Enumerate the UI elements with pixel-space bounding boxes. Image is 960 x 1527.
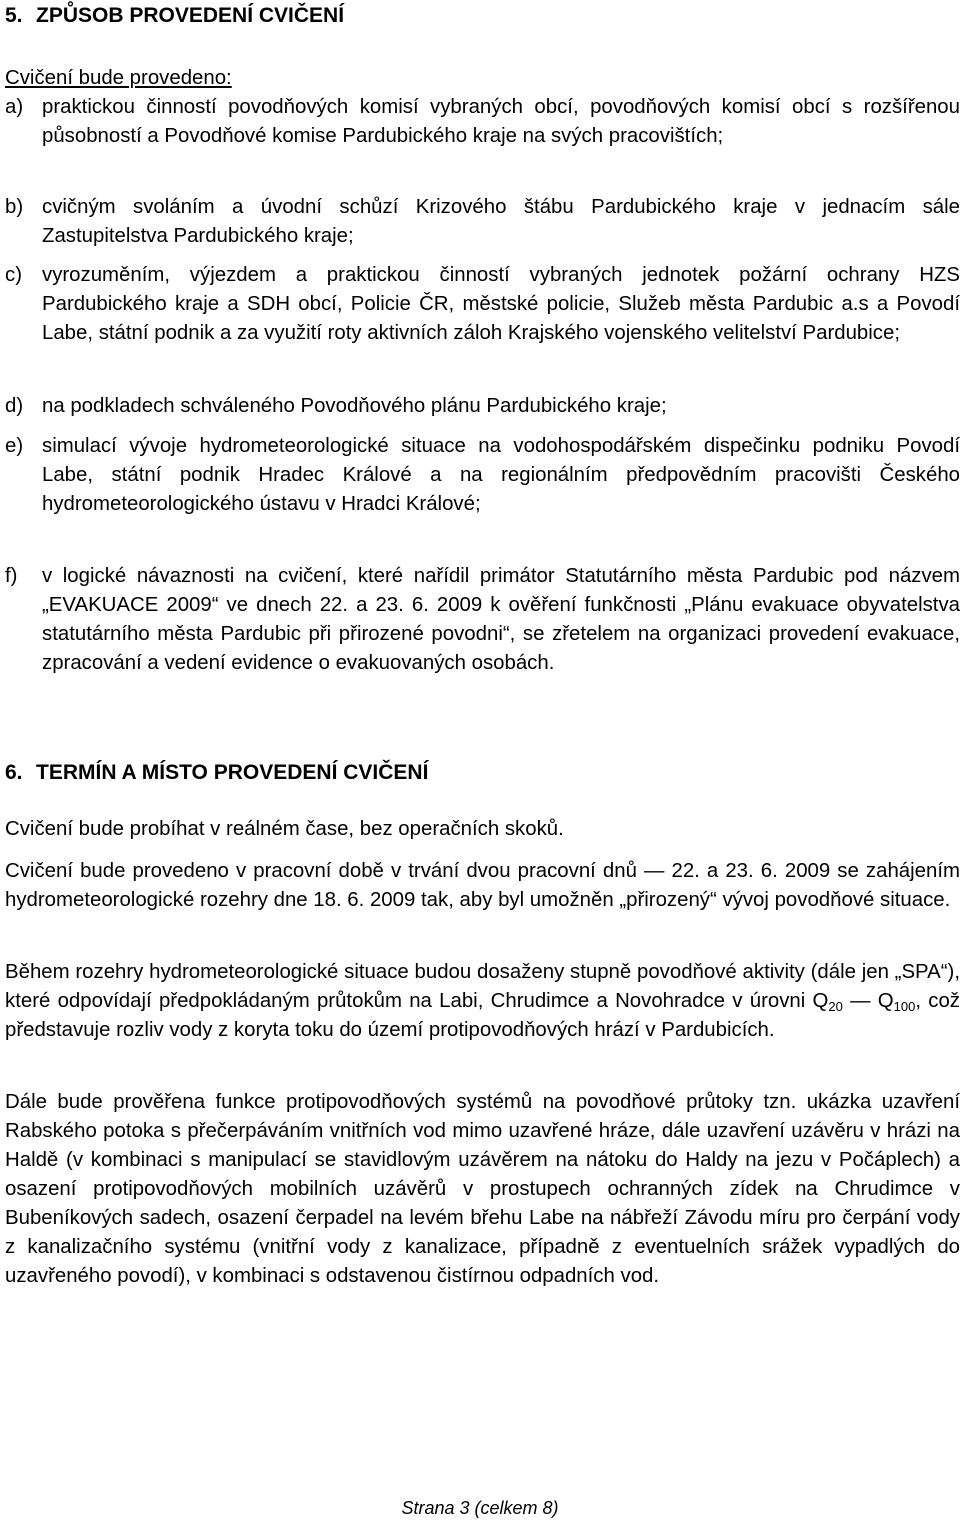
paragraph-flood-systems: Dále bude prověřena funkce protipovodňových systémů na povodňové průtoky tzn. ukázka uzavření Rabského potoka s přečerpáváním vnitřních vod mimo uzavřené hráze, dále uzavření uzávěru v hrázi na Haldě (v kombinaci s manipulací se stavidlovým uzávěrem na nátoku do Haldy na jezu v Počáplech) a osazení protipovodňových mobilních uzávěrů v prostupech ochranných zídek na Chrudimce v Bubeníkových sadech, osazení čerpadel na levém břehu Labe na nábřeží Závodu míru pro čerpání vody z kanalizačního systému (vnitřní vody z kanalizace, případně z eventuelních srážek vypadlých do uzavřeného povodí), v kombinaci s odstavenou čistírnou odpadních vod.: [5, 1091, 960, 1287]
list-item-d: [5, 392, 960, 421]
list-item-text: na podkladech schváleného Povodňového plánu Pardubického kraje;: [42, 395, 667, 417]
list-item-label: a): [5, 96, 24, 118]
list-item-label: f): [5, 565, 18, 587]
list-item-label: c): [5, 264, 22, 286]
list-item-text: vyrozuměním, výjezdem a praktickou činností vybraných jednotek požární ochrany HZS Pardubického kraje a SDH obcí, Policie ČR, městské policie, Služeb města Pardubic a.s a Povodí Labe, státní podnik a za využití roty aktivních záloh Krajského vojenského velitelství Pardubice;: [42, 264, 960, 344]
section-5-title: ZPŮSOB PROVEDENÍ CVIČENÍ: [36, 4, 345, 27]
list-item-label: e): [5, 435, 24, 457]
list-item-f: [5, 562, 960, 678]
section-5-heading: [5, 2, 344, 30]
page-footer: Strana 3 (celkem 8): [401, 1498, 559, 1518]
spa-text-end: , což představuje rozliv vody z koryta toku do území protipovodňových hrází v Pardubicích.: [5, 990, 960, 1041]
section-6-title: TERMÍN A MÍSTO PROVEDENÍ CVIČENÍ: [36, 761, 429, 784]
section-5-number: 5.: [5, 4, 23, 27]
section-6-number: 6.: [5, 761, 23, 784]
paragraph-spa: [5, 958, 960, 1045]
list-item-a: [5, 93, 960, 151]
list-item-b: [5, 193, 960, 251]
q-subscript-100: 100: [893, 999, 916, 1014]
list-item-text: v logické návaznosti na cvičení, které nařídil primátor Statutárního města Pardubic pod názvem „EVAKUACE 2009“ ve dnech 22. a 23. 6. 2009 k ověření funkčnosti „Plánu evakuace obyvatelstva statutárního města Pardubic při přirozené povodni“, se zřetelem na organizaci provedení evakuace, zpracování a vedení evidence o evakuovaných osobách.: [42, 565, 960, 674]
spa-text-middle: — Q: [842, 990, 894, 1012]
section-6-heading: [5, 759, 428, 787]
list-item-text: cvičným svoláním a úvodní schůzí Krizového štábu Pardubického kraje v jednacím sále Zastupitelstva Pardubického kraje;: [42, 196, 960, 247]
list-item-label: d): [5, 395, 24, 417]
list-item-text: praktickou činností povodňových komisí vybraných obcí, povodňových komisí obcí s rozšířenou působností a Povodňové komise Pardubického kraje na svých pracovištích;: [42, 96, 960, 147]
paragraph-realtime: Cvičení bude probíhat v reálném čase, bez operačních skoků.: [5, 818, 564, 840]
q-subscript-20: 20: [828, 999, 843, 1014]
paragraph-duration: Cvičení bude provedeno v pracovní době v trvání dvou pracovní dnů — 22. a 23. 6. 2009 se zahájením hydrometeorologické rozehry dne 18. 6. 2009 tak, aby byl umožněn „přirozený“ vývoj povodňové situace.: [5, 860, 960, 911]
spa-text-start: Během rozehry hydrometeorologické situace budou dosaženy stupně povodňové aktivity (dále jen „SPA“), které odpovídají předpokládaným průtokům na Labi, Chrudimce a Novohradce v úrovni Q: [5, 961, 960, 1012]
section-5-intro: Cvičení bude provedeno:: [5, 67, 232, 89]
list-item-c: [5, 261, 960, 348]
list-item-label: b): [5, 196, 24, 218]
list-item-text: simulací vývoje hydrometeorologické situace na vodohospodářském dispečinku podniku Povodí Labe, státní podnik Hradec Králové a na regionálním předpovědním pracovišti Českého hydrometeorologického ústavu v Hradci Králové;: [42, 435, 960, 515]
list-item-e: [5, 432, 960, 519]
